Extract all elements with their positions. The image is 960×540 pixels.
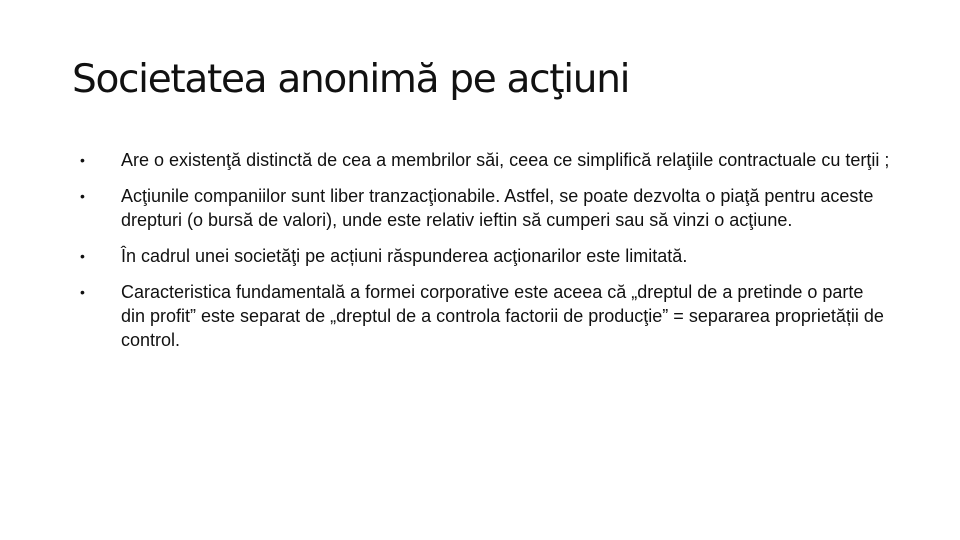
bullet-dot-icon: • [80, 248, 85, 264]
bullet-list [72, 148, 892, 364]
bullet-item [72, 244, 892, 268]
bullet-text: Acţiunile companiilor sunt liber tranzacţionabile. Astfel, se poate dezvolta o piaţă pentru aceste drepturi (o bursă de valori), unde este relativ ieftin să cumperi sau să vinzi o acţiune. [121, 186, 874, 230]
slide-title: Societatea anonimă pe acţiuni [72, 57, 630, 102]
bullet-dot-icon: • [80, 152, 85, 168]
bullet-text: În cadrul unei societăţi pe acțiuni răspunderea acţionarilor este limitată. [121, 246, 688, 266]
bullet-item [72, 280, 892, 352]
bullet-text: Caracteristica fundamentală a formei corporative este aceea că „dreptul de a pretinde o parte din profit” este separat de „dreptul de a controla factorii de producţie” = separarea proprietății de control. [121, 282, 884, 350]
bullet-item [72, 184, 892, 232]
bullet-dot-icon: • [80, 284, 85, 300]
bullet-text: Are o existenţă distinctă de cea a membrilor săi, ceea ce simplifică relaţiile contractuale cu terţii ; [121, 150, 890, 170]
bullet-item [72, 148, 892, 172]
bullet-dot-icon: • [80, 188, 85, 204]
